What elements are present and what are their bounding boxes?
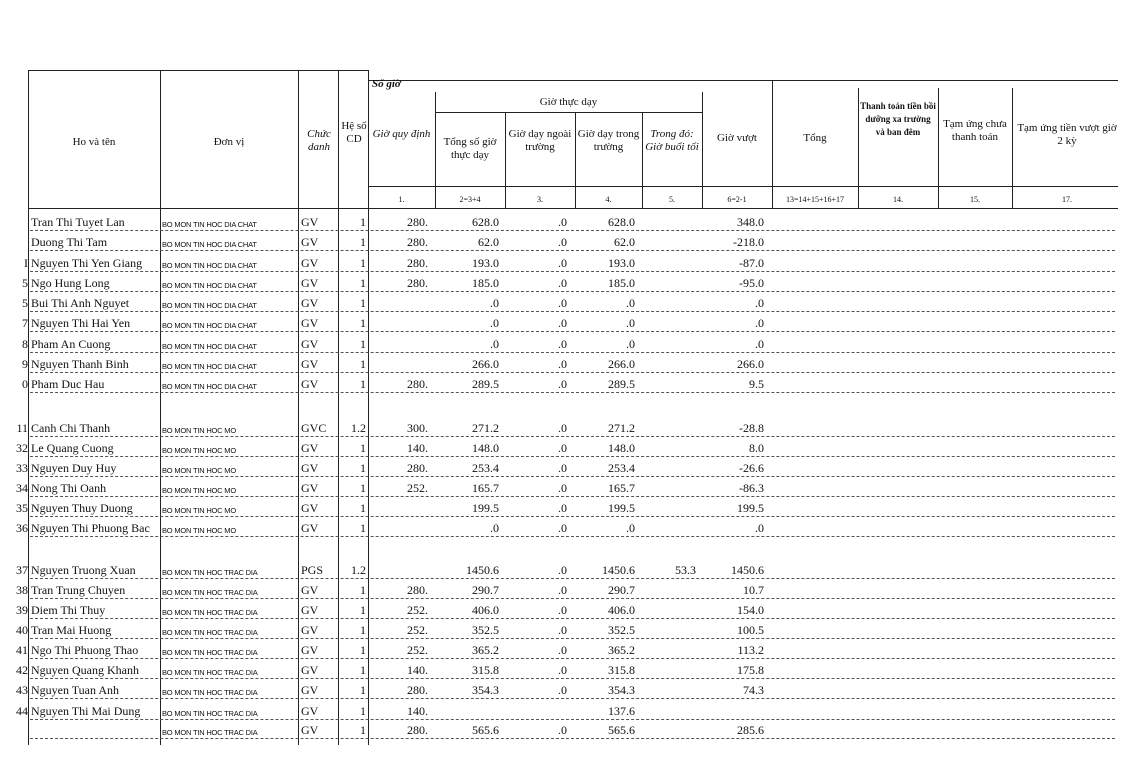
cell-name: Duong Thi Tam [31, 235, 108, 249]
cell-trong: 165.7 [608, 481, 635, 495]
header-toi: Trong đó: Giờ buổi tối [645, 128, 699, 153]
cell-ngoai: .0 [558, 623, 567, 637]
cell-tong: 1450.6 [466, 563, 499, 577]
cell-vuot: 100.5 [737, 623, 764, 637]
header-gio-thuc-day: Giờ thực dạy [539, 96, 598, 108]
cell-coef: 1 [360, 583, 366, 597]
cell-trong: 137.6 [608, 704, 635, 718]
cell-trong: .0 [626, 316, 635, 330]
cell-coef: 1 [360, 256, 366, 270]
cell-unit: BO MON TIN HOC TRAC DIA [162, 588, 258, 597]
cell-trong: 406.0 [608, 603, 635, 617]
num-tong-thuc: 2=3+4 [459, 195, 481, 204]
cell-quy: 280. [407, 723, 428, 737]
cell-trong: 290.7 [608, 583, 635, 597]
row-separator [30, 436, 1115, 437]
cell-tong: 193.0 [472, 256, 499, 270]
cell-tong: 271.2 [472, 421, 499, 435]
cell-coef: 1 [360, 235, 366, 249]
cell-ngoai: .0 [558, 723, 567, 737]
cell-coef: 1 [360, 704, 366, 718]
cell-unit: BO MON TIN HOC MO [162, 486, 236, 495]
cell-coef: 1 [360, 603, 366, 617]
cell-vuot: .0 [755, 337, 764, 351]
cell-tong: .0 [490, 521, 499, 535]
cell-coef: 1 [360, 623, 366, 637]
cell-coef: 1 [360, 501, 366, 515]
cell-no: 8 [22, 337, 28, 351]
cell-trong: 148.0 [608, 441, 635, 455]
num-tong: 13=14+15+16+17 [785, 195, 845, 204]
cell-quy: 300. [407, 421, 428, 435]
row-separator [30, 638, 1115, 639]
row-separator [30, 372, 1115, 373]
cell-name: Diem Thi Thuy [31, 603, 106, 617]
cell-unit: BO MON TIN HOC TRAC DIA [162, 668, 258, 677]
cell-title: GV [301, 215, 319, 229]
row-separator [30, 230, 1115, 231]
num-toi: 5. [669, 195, 675, 204]
cell-trong: 62.0 [614, 235, 635, 249]
cell-vuot: 10.7 [743, 583, 764, 597]
cell-quy: 252. [407, 643, 428, 657]
cell-trong: 199.5 [608, 501, 635, 515]
row-separator [30, 698, 1115, 699]
num-quy-dinh: 1. [398, 195, 405, 204]
cell-trong: 1450.6 [602, 563, 635, 577]
cell-title: GV [301, 377, 319, 391]
cell-unit: BO MON TIN HOC TRAC DIA [162, 688, 258, 697]
cell-ngoai: .0 [558, 316, 567, 330]
cell-no: 35 [16, 501, 28, 515]
gio-thuc-day-line [435, 112, 703, 113]
cell-ngoai: .0 [558, 421, 567, 435]
cell-title: GV [301, 521, 319, 535]
num-tam-ung-vuot: 17. [1062, 195, 1072, 204]
cell-title: GV [301, 256, 319, 270]
cell-trong: 315.8 [608, 663, 635, 677]
cell-tong: 148.0 [472, 441, 499, 455]
cell-title: GV [301, 501, 319, 515]
cell-trong: 354.3 [608, 683, 635, 697]
cell-quy: 252. [407, 603, 428, 617]
cell-vuot: -86.3 [739, 481, 764, 495]
cell-vuot: 74.3 [743, 683, 764, 697]
col-line [505, 112, 506, 208]
cell-unit: BO MON TIN HOC MO [162, 466, 236, 475]
cell-name: Le Quang Cuong [31, 441, 114, 455]
cell-trong: .0 [626, 521, 635, 535]
cell-no: 40 [16, 623, 28, 637]
cell-quy: 280. [407, 683, 428, 697]
cell-trong: 352.5 [608, 623, 635, 637]
cell-title: GV [301, 296, 319, 310]
cell-vuot: 285.6 [737, 723, 764, 737]
cell-tong: 406.0 [472, 603, 499, 617]
cell-trong: 289.5 [608, 377, 635, 391]
cell-coef: 1 [360, 461, 366, 475]
cell-tong: 165.7 [472, 481, 499, 495]
cell-coef: 1 [360, 663, 366, 677]
col-line [1012, 88, 1013, 208]
cell-unit: BO MON TIN HOC DIA CHAT [162, 321, 257, 330]
cell-name: Nguyen Thi Mai Dung [31, 704, 141, 718]
cell-unit: BO MON TIN HOC MO [162, 526, 236, 535]
cell-vuot: .0 [755, 296, 764, 310]
row-separator [30, 352, 1115, 353]
cell-title: GV [301, 481, 319, 495]
num-trong: 4. [605, 195, 612, 204]
cell-tong: .0 [490, 337, 499, 351]
cell-coef: 1 [360, 643, 366, 657]
cell-name: Nguyen Thi Yen Giang [31, 256, 143, 270]
cell-tong: .0 [490, 296, 499, 310]
cell-quy: 140. [407, 663, 428, 677]
cell-tong: 62.0 [478, 235, 499, 249]
cell-coef: 1.2 [351, 421, 366, 435]
cell-unit: BO MON TIN HOC MO [162, 506, 236, 515]
cell-coef: 1 [360, 377, 366, 391]
cell-ngoai: .0 [558, 603, 567, 617]
header-bottom-line [28, 208, 1118, 209]
cell-trong: 266.0 [608, 357, 635, 371]
cell-trong: 271.2 [608, 421, 635, 435]
cell-title: GV [301, 683, 319, 697]
header-tong-thuc: Tổng số giờ thực dạy [443, 136, 497, 161]
row-separator [30, 456, 1115, 457]
cell-tong: .0 [490, 316, 499, 330]
cell-vuot: -87.0 [739, 256, 764, 270]
cell-title: GV [301, 704, 319, 718]
cell-ngoai: .0 [558, 683, 567, 697]
number-row-line [368, 186, 1118, 187]
cell-unit: BO MON TIN HOC DIA CHAT [162, 382, 257, 391]
cell-ngoai: .0 [558, 563, 567, 577]
cell-no: 32 [16, 441, 28, 455]
cell-vuot: 9.5 [749, 377, 764, 391]
cell-trong: 628.0 [608, 215, 635, 229]
col-line [28, 70, 29, 745]
row-separator [30, 618, 1115, 619]
cell-ngoai: .0 [558, 215, 567, 229]
cell-title: GV [301, 441, 319, 455]
header-thanh-toan: Thanh toán tiền bồi dưỡng xa trường và ban đêm [860, 101, 936, 137]
row-separator [30, 496, 1115, 497]
row-separator [30, 536, 1115, 537]
header-coef: Hệ số CD [341, 120, 367, 145]
row-separator [30, 738, 1115, 739]
cell-ngoai: .0 [558, 256, 567, 270]
cell-title: GVC [301, 421, 327, 435]
row-separator [30, 250, 1115, 251]
cell-quy: 280. [407, 235, 428, 249]
cell-ngoai: .0 [558, 276, 567, 290]
cell-coef: 1 [360, 683, 366, 697]
header-quy-dinh: Giờ quy định [372, 128, 431, 140]
col-line [368, 70, 369, 745]
cell-ngoai: .0 [558, 357, 567, 371]
cell-coef: 1 [360, 723, 366, 737]
cell-no: 39 [16, 603, 28, 617]
cell-ngoai: .0 [558, 235, 567, 249]
header-unit: Đơn vị [213, 136, 245, 148]
cell-name: Nong Thi Oanh [31, 481, 107, 495]
cell-unit: BO MON TIN HOC MO [162, 446, 236, 455]
cell-name: Tran Thi Tuyet Lan [31, 215, 125, 229]
cell-unit: BO MON TIN HOC DIA CHAT [162, 220, 257, 229]
cell-vuot: 266.0 [737, 357, 764, 371]
cell-tong: 266.0 [472, 357, 499, 371]
cell-no: 34 [16, 481, 28, 495]
cell-unit: BO MON TIN HOC DIA CHAT [162, 342, 257, 351]
num-tam-ung: 15. [970, 195, 980, 204]
row-separator [30, 658, 1115, 659]
cell-coef: 1 [360, 521, 366, 535]
num-ngoai: 3. [537, 195, 543, 204]
cell-quy: 140. [407, 441, 428, 455]
cell-title: PGS [301, 563, 324, 577]
cell-no: 41 [16, 643, 28, 657]
cell-unit: BO MON TIN HOC TRAC DIA [162, 728, 258, 737]
cell-title: GV [301, 623, 319, 637]
col-line [702, 92, 703, 208]
cell-ngoai: .0 [558, 583, 567, 597]
cell-coef: 1 [360, 215, 366, 229]
cell-tong: 290.7 [472, 583, 499, 597]
row-separator [30, 311, 1115, 312]
cell-no: 37 [16, 563, 28, 577]
row-separator [30, 598, 1115, 599]
cell-no: 7 [22, 316, 28, 330]
cell-ngoai: .0 [558, 481, 567, 495]
cell-coef: 1 [360, 316, 366, 330]
cell-tong: 354.3 [472, 683, 499, 697]
cell-trong: 253.4 [608, 461, 635, 475]
cell-vuot: -218.0 [733, 235, 764, 249]
cell-unit: BO MON TIN HOC TRAC DIA [162, 568, 258, 577]
cell-vuot: 199.5 [737, 501, 764, 515]
row-separator [30, 516, 1115, 517]
cell-ngoai: .0 [558, 663, 567, 677]
cell-ngoai: .0 [558, 296, 567, 310]
cell-coef: 1.2 [351, 563, 366, 577]
row-separator [30, 331, 1115, 332]
header-vuot: Giờ vượt [717, 132, 757, 144]
cell-title: GV [301, 316, 319, 330]
cell-tong: 628.0 [472, 215, 499, 229]
cell-tong: 365.2 [472, 643, 499, 657]
cell-coef: 1 [360, 296, 366, 310]
cell-no: I [24, 256, 28, 270]
num-thanh-toan: 14. [893, 195, 903, 204]
row-separator [30, 578, 1115, 579]
cell-title: GV [301, 583, 319, 597]
cell-quy: 252. [407, 481, 428, 495]
cell-coef: 1 [360, 441, 366, 455]
row-separator [30, 476, 1115, 477]
cell-trong: .0 [626, 296, 635, 310]
cell-unit: BO MON TIN HOC TRAC DIA [162, 709, 258, 718]
cell-ngoai: .0 [558, 377, 567, 391]
cell-vuot: .0 [755, 316, 764, 330]
cell-quy: 280. [407, 377, 428, 391]
header-tam-ung: Tạm ứng chưa thanh toán [943, 118, 1007, 143]
cell-no: 43 [16, 683, 28, 697]
cell-quy: 280. [407, 256, 428, 270]
row-separator [30, 719, 1115, 720]
row-separator [30, 678, 1115, 679]
cell-unit: BO MON TIN HOC DIA CHAT [162, 362, 257, 371]
num-vuot: 6=2-1 [727, 195, 747, 204]
cell-tong: 185.0 [472, 276, 499, 290]
cell-no: 0 [22, 377, 28, 391]
cell-tong: 199.5 [472, 501, 499, 515]
cell-trong: 193.0 [608, 256, 635, 270]
cell-name: Nguyen Quang Khanh [31, 663, 139, 677]
header-title: Chức danh [307, 128, 331, 153]
col-line [858, 88, 859, 208]
cell-unit: BO MON TIN HOC TRAC DIA [162, 648, 258, 657]
header-tong: Tổng [803, 132, 827, 144]
cell-vuot: 8.0 [749, 441, 764, 455]
col-line [938, 88, 939, 208]
cell-coef: 1 [360, 276, 366, 290]
cell-vuot: 1450.6 [731, 563, 764, 577]
cell-unit: BO MON TIN HOC TRAC DIA [162, 628, 258, 637]
cell-name: Nguyen Duy Huy [31, 461, 117, 475]
col-line [435, 92, 436, 208]
cell-quy: 280. [407, 583, 428, 597]
cell-coef: 1 [360, 337, 366, 351]
header-top-line [28, 70, 368, 71]
cell-unit: BO MON TIN HOC MO [162, 426, 236, 435]
cell-name: Canh Chi Thanh [31, 421, 111, 435]
cell-quy: 140. [407, 704, 428, 718]
cell-quy: 280. [407, 461, 428, 475]
cell-tong: 315.8 [472, 663, 499, 677]
cell-ngoai: .0 [558, 643, 567, 657]
cell-vuot: -95.0 [739, 276, 764, 290]
cell-unit: BO MON TIN HOC DIA CHAT [162, 301, 257, 310]
cell-name: Ngo Thi Phuong Thao [31, 643, 139, 657]
header-name: Ho và tên [72, 136, 116, 148]
cell-vuot: 113.2 [737, 643, 764, 657]
col-line [338, 70, 339, 745]
col-line [160, 70, 161, 745]
cell-title: GV [301, 461, 319, 475]
row-separator [30, 271, 1115, 272]
cell-title: GV [301, 357, 319, 371]
cell-vuot: 154.0 [737, 603, 764, 617]
cell-name: Nguyen Thi Hai Yen [31, 316, 131, 330]
cell-unit: BO MON TIN HOC DIA CHAT [162, 240, 257, 249]
cell-name: Nguyen Tuan Anh [31, 683, 120, 697]
cell-quy: 280. [407, 215, 428, 229]
cell-no: 5 [22, 296, 28, 310]
cell-unit: BO MON TIN HOC DIA CHAT [162, 281, 257, 290]
cell-title: GV [301, 603, 319, 617]
cell-unit: BO MON TIN HOC TRAC DIA [162, 608, 258, 617]
header-top-line-right [368, 80, 1118, 81]
cell-vuot: .0 [755, 521, 764, 535]
cell-quy: 280. [407, 276, 428, 290]
cell-no: 33 [16, 461, 28, 475]
cell-vuot: -28.8 [739, 421, 764, 435]
cell-ngoai: .0 [558, 521, 567, 535]
cell-title: GV [301, 276, 319, 290]
cell-vuot: 348.0 [737, 215, 764, 229]
cell-ngoai: .0 [558, 461, 567, 475]
col-line [772, 80, 773, 208]
col-line [575, 112, 576, 208]
cell-title: GV [301, 723, 319, 737]
header-tam-ung-vuot: Tạm ứng tiền vượt giờ 2 kỳ [1017, 122, 1117, 147]
cell-coef: 1 [360, 481, 366, 495]
cell-title: GV [301, 337, 319, 351]
cell-ngoai: .0 [558, 441, 567, 455]
cell-no: 36 [16, 521, 28, 535]
cell-name: Nguyen Thuy Duong [31, 501, 133, 515]
col-line [298, 70, 299, 745]
cell-no: 38 [16, 583, 28, 597]
cell-quy: 252. [407, 623, 428, 637]
cell-trong: 365.2 [608, 643, 635, 657]
cell-unit: BO MON TIN HOC DIA CHAT [162, 261, 257, 270]
cell-no: 11 [16, 421, 28, 435]
cell-title: GV [301, 663, 319, 677]
cell-vuot: 175.8 [737, 663, 764, 677]
cell-name: Nguyen Truong Xuan [31, 563, 136, 577]
row-separator [30, 291, 1115, 292]
cell-name: Nguyen Thi Phuong Bac [31, 521, 150, 535]
cell-name: Ngo Hung Long [31, 276, 110, 290]
cell-tong: 289.5 [472, 377, 499, 391]
cell-name: Tran Trung Chuyen [31, 583, 126, 597]
cell-name: Pham An Cuong [31, 337, 111, 351]
cell-tong: 253.4 [472, 461, 499, 475]
cell-trong: 185.0 [608, 276, 635, 290]
cell-tong: 352.5 [472, 623, 499, 637]
cell-ngoai: .0 [558, 501, 567, 515]
cell-name: Pham Duc Hau [31, 377, 105, 391]
header-ngoai: Giờ dạy ngoài trường [508, 128, 572, 153]
cell-trong: 565.6 [608, 723, 635, 737]
col-line [642, 112, 643, 208]
header-trong: Giờ dạy trong trường [577, 128, 640, 153]
cell-no: 9 [22, 357, 28, 371]
cell-toi: 53.3 [675, 563, 696, 577]
cell-no: 44 [16, 704, 28, 718]
cell-ngoai: .0 [558, 337, 567, 351]
cell-no: 5 [22, 276, 28, 290]
header-so-gio: Số giờ [372, 78, 401, 90]
cell-name: Bui Thi Anh Nguyet [31, 296, 130, 310]
cell-title: GV [301, 235, 319, 249]
cell-name: Nguyen Thanh Binh [31, 357, 129, 371]
row-separator [30, 392, 1115, 393]
cell-coef: 1 [360, 357, 366, 371]
cell-vuot: -26.6 [739, 461, 764, 475]
cell-trong: .0 [626, 337, 635, 351]
cell-title: GV [301, 643, 319, 657]
cell-tong: 565.6 [472, 723, 499, 737]
cell-name: Tran Mai Huong [31, 623, 112, 637]
cell-no: 42 [16, 663, 28, 677]
